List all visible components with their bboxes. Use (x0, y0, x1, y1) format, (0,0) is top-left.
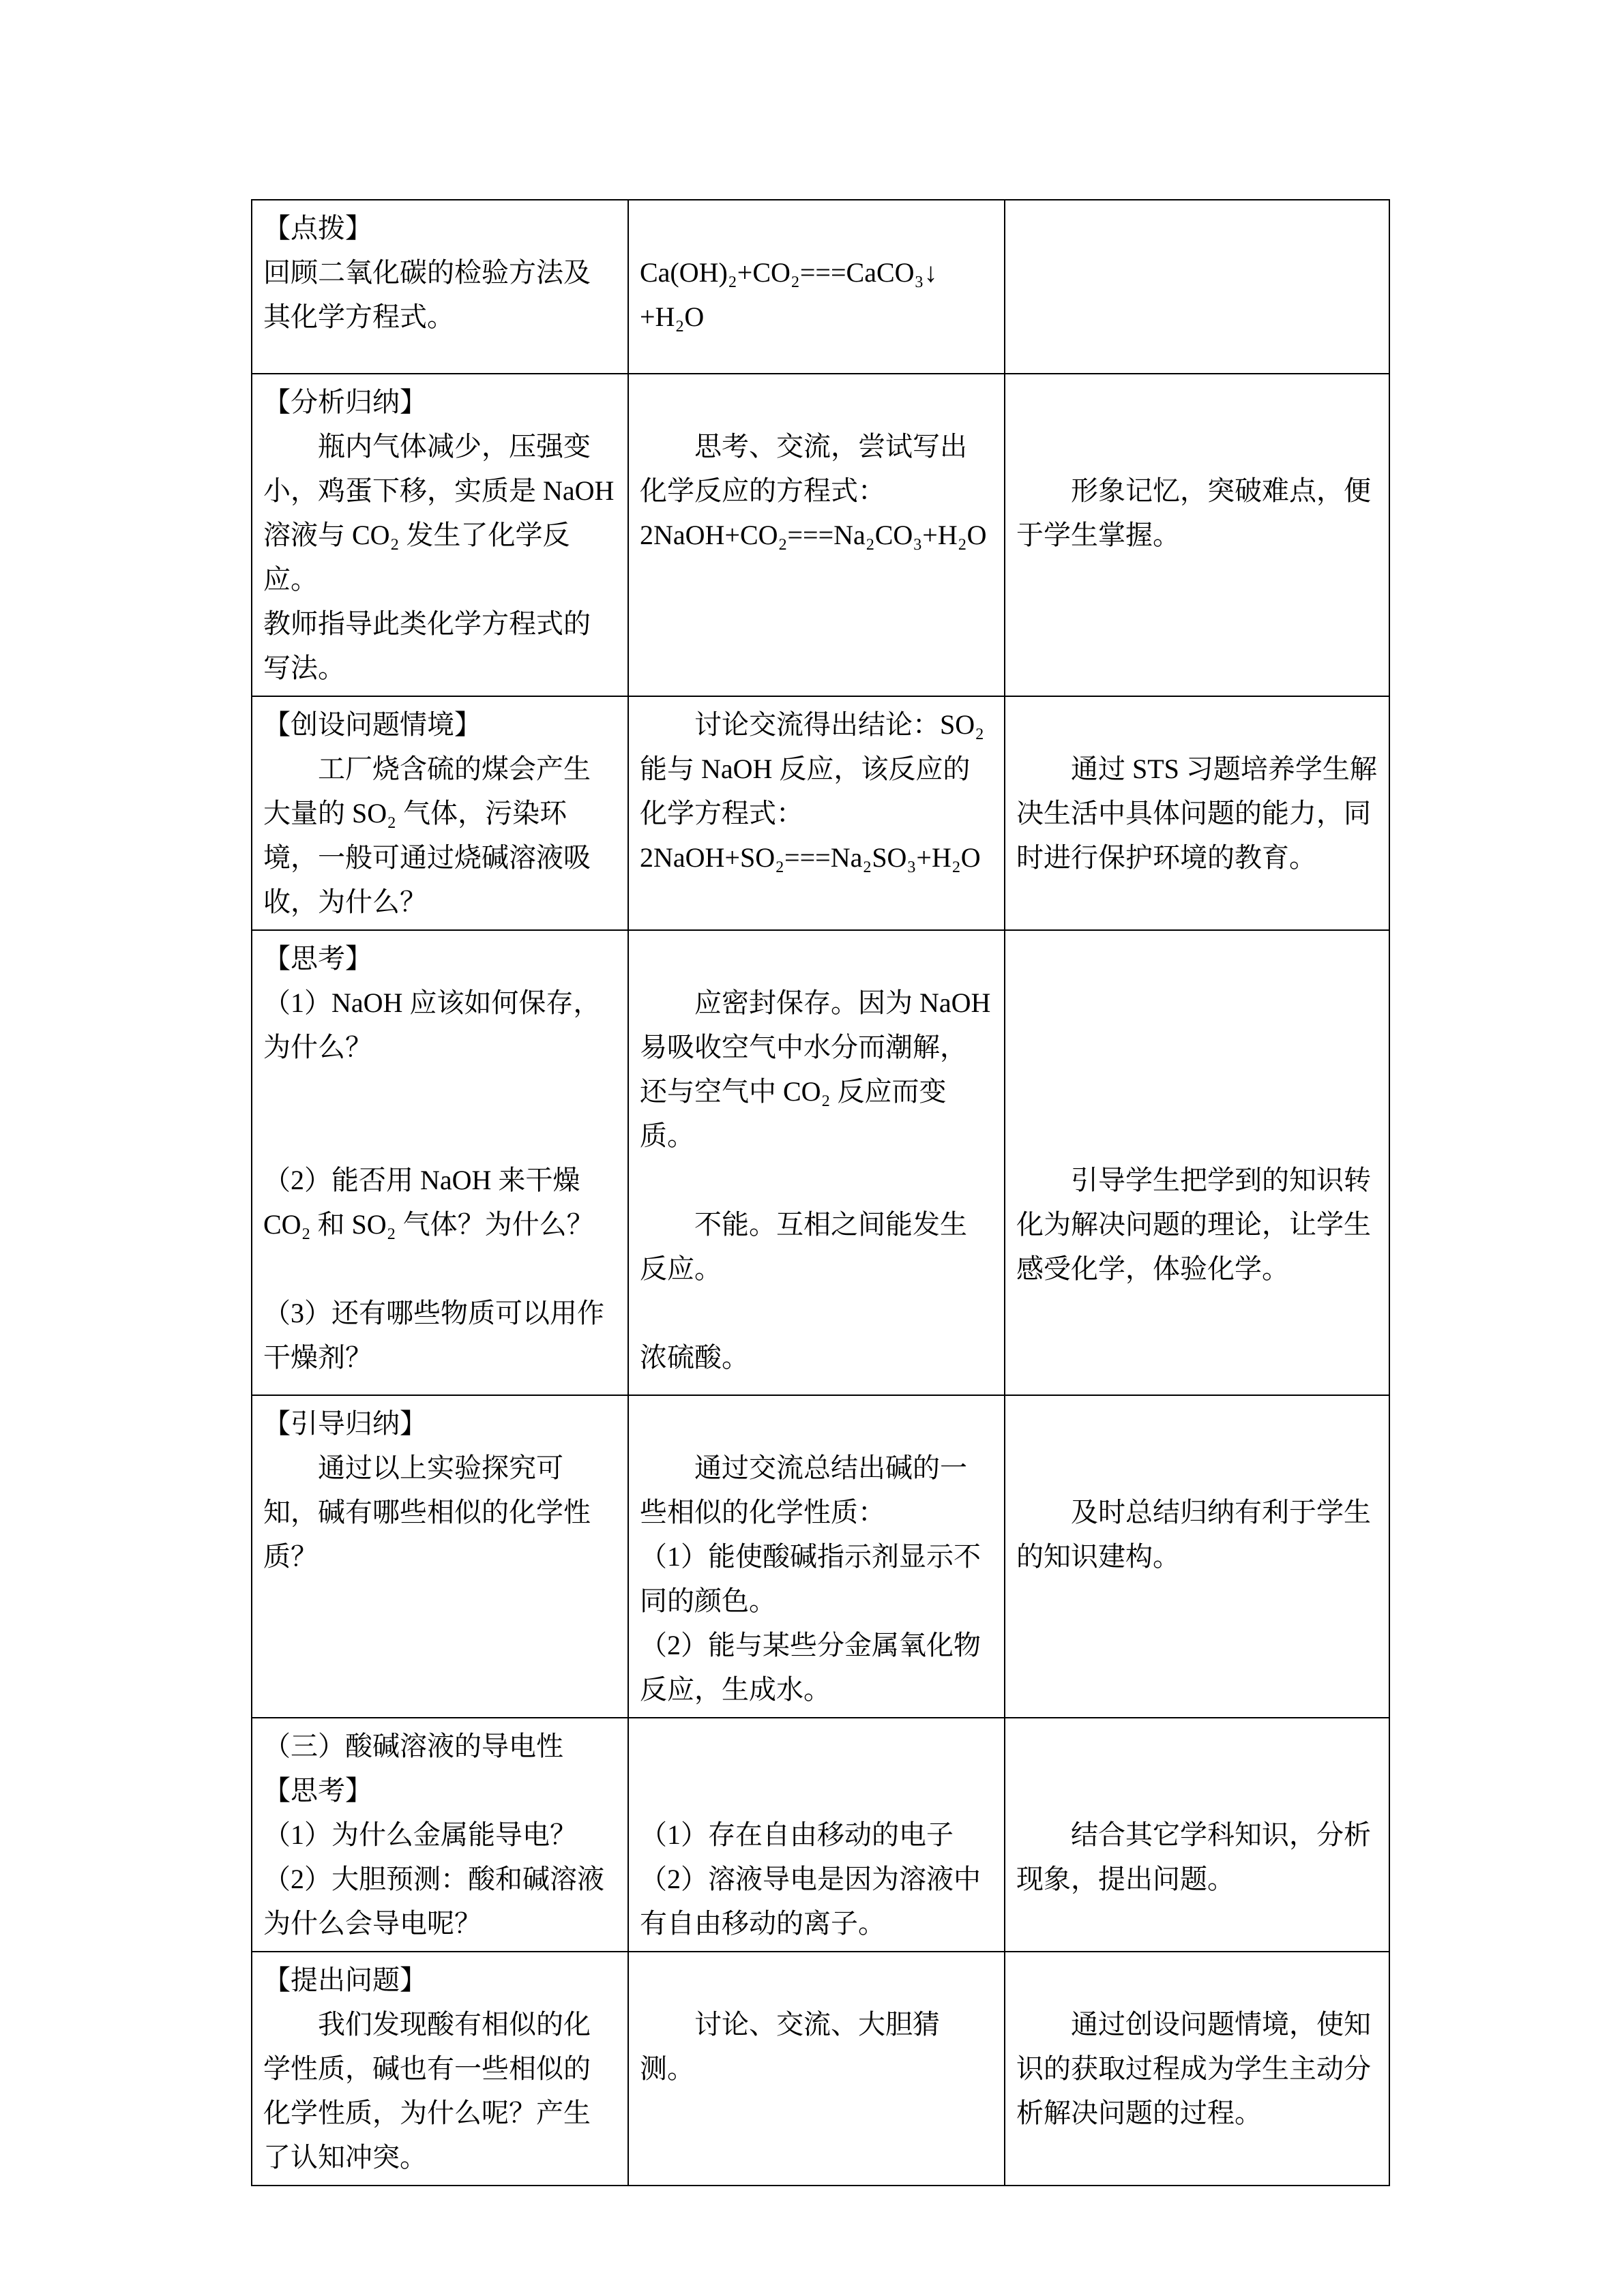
cell-design-intent (1005, 1395, 1389, 1718)
paragraph: （1）能使酸碱指示剂显示不同的颜色。 (640, 1541, 981, 1616)
paragraph: 我们发现酸有相似的化学性质，碱也有一些相似的化学性质，为什么呢？产生了认知冲突。 (263, 2009, 591, 2173)
cell-student-activity (628, 696, 1005, 930)
paragraph: 【引导归纳】 (263, 1408, 427, 1439)
blank-line (1016, 981, 1378, 1025)
paragraph: （1）为什么金属能导电？ (263, 1819, 577, 1850)
paragraph: （2）能否用 NaOH 来干燥 CO₂ 和 SO₂ 气体？为什么？ (263, 1165, 594, 1240)
cell-teacher-activity (252, 930, 628, 1395)
blank-line (1016, 1768, 1378, 1813)
cell-design-intent (1005, 930, 1389, 1395)
blank-line (640, 1401, 993, 1446)
cell-design-intent (1005, 1952, 1389, 2186)
paragraph: 通过 STS 习题培养学生解决生活中具体问题的能力，同时进行保护环境的教育。 (1016, 754, 1377, 873)
paragraph: 不能。互相之间能发生反应。 (640, 1209, 967, 1284)
paragraph: （3）还有哪些物质可以用作干燥剂？ (263, 1298, 604, 1373)
table-row (252, 1952, 1389, 2186)
blank-line (263, 1247, 617, 1291)
cell-student-activity (628, 1718, 1005, 1952)
blank-line (1016, 936, 1378, 981)
paragraph: （2）大胆预测：酸和碱溶液为什么会导电呢？ (263, 1864, 604, 1939)
paragraph: 思考、交流，尝试写出化学反应的方程式： (640, 431, 967, 506)
blank-line (640, 936, 993, 981)
paragraph: 通过创设问题情境，使知识的获取过程成为学生主动分析解决问题的过程。 (1016, 2009, 1371, 2128)
cell-teacher-activity (252, 374, 628, 696)
paragraph: （2）能与某些分金属氧化物反应，生成水。 (640, 1630, 981, 1705)
blank-line (640, 380, 993, 424)
paragraph: 【创设问题情境】 (263, 709, 482, 740)
paragraph: 应密封保存。因为 NaOH 易吸收空气中水分而潮解，还与空气中 CO₂ 反应而变质。 (640, 987, 991, 1151)
paragraph: 教师指导此类化学方程式的写法。 (263, 608, 591, 683)
table-row (252, 200, 1389, 374)
table-row (252, 1718, 1389, 1952)
blank-line (1016, 1069, 1378, 1114)
blank-line (640, 1958, 993, 2002)
blank-line (1016, 1114, 1378, 1158)
blank-line (640, 1724, 993, 1768)
table-row (252, 1395, 1389, 1718)
paragraph: 2NaOH+CO₂===Na₂CO₃+H₂O (640, 520, 987, 550)
table-row (252, 374, 1389, 696)
cell-teacher-activity (252, 1952, 628, 2186)
paragraph: +H₂O (640, 301, 705, 332)
cell-design-intent (1005, 374, 1389, 696)
lesson-plan-table (251, 199, 1390, 2186)
cell-design-intent (1005, 200, 1389, 374)
paragraph: （1）NaOH 应该如何保存，为什么？ (263, 987, 601, 1062)
blank-line (1016, 1958, 1378, 2002)
cell-student-activity (628, 1395, 1005, 1718)
cell-student-activity (628, 930, 1005, 1395)
paragraph: 工厂烧含硫的煤会产生大量的 SO₂ 气体，污染环境，一般可通过烧碱溶液吸收，为什么？ (263, 754, 591, 917)
paragraph: 讨论、交流、大胆猜测。 (640, 2009, 940, 2084)
paragraph: 【提出问题】 (263, 1965, 427, 1995)
blank-line (263, 1069, 617, 1114)
paragraph: 【思考】 (263, 1775, 372, 1806)
blank-line (1016, 1446, 1378, 1490)
table-row (252, 930, 1389, 1395)
paragraph: 结合其它学科知识，分析现象，提出问题。 (1016, 1819, 1371, 1894)
paragraph: 及时总结归纳有利于学生的知识建构。 (1016, 1497, 1371, 1572)
blank-line (1016, 380, 1378, 424)
cell-student-activity (628, 1952, 1005, 2186)
paragraph: （2）溶液导电是因为溶液中有自由移动的离子。 (640, 1864, 981, 1939)
cell-design-intent (1005, 696, 1389, 930)
blank-line (640, 206, 993, 250)
cell-teacher-activity (252, 1395, 628, 1718)
blank-line (640, 1291, 993, 1335)
paragraph: 形象记忆，突破难点，便于学生掌握。 (1016, 475, 1371, 550)
blank-line (640, 1158, 993, 1202)
paragraph: 浓硫酸。 (640, 1342, 749, 1373)
paragraph: Ca(OH)₂+CO₂===CaCO₃↓ (640, 257, 938, 288)
lesson-table-body (252, 200, 1389, 2186)
paragraph: （1）存在自由移动的电子 (640, 1819, 954, 1850)
cell-student-activity (628, 200, 1005, 374)
blank-line (640, 1768, 993, 1813)
blank-line (1016, 1724, 1378, 1768)
blank-line (1016, 1401, 1378, 1446)
paragraph: 【分析归纳】 (263, 387, 427, 417)
blank-line (1016, 702, 1378, 747)
paragraph: 通过以上实验探究可知，碱有哪些相似的化学性质？ (263, 1452, 591, 1572)
cell-design-intent (1005, 1718, 1389, 1952)
paragraph: 引导学生把学到的知识转化为解决问题的理论，让学生感受化学，体验化学。 (1016, 1165, 1371, 1284)
table-row (252, 696, 1389, 930)
blank-line (1016, 424, 1378, 468)
blank-line (263, 1114, 617, 1158)
paragraph: 2NaOH+SO₂===Na₂SO₃+H₂O (640, 842, 981, 873)
paragraph: 讨论交流得出结论：SO₂能与 NaOH 反应，该反应的化学方程式： (640, 709, 985, 829)
paragraph: 【思考】 (263, 943, 372, 974)
cell-teacher-activity (252, 1718, 628, 1952)
cell-student-activity (628, 374, 1005, 696)
blank-line (1016, 1025, 1378, 1069)
paragraph: 【点拨】 (263, 213, 372, 243)
cell-teacher-activity (252, 200, 628, 374)
cell-teacher-activity (252, 696, 628, 930)
paragraph: 回顾二氧化碳的检验方法及其化学方程式。 (263, 257, 591, 332)
paragraph: （三）酸碱溶液的导电性 (263, 1731, 563, 1761)
paragraph: 瓶内气体减少，压强变小，鸡蛋下移，实质是 NaOH 溶液与 CO₂ 发生了化学反应。 (263, 431, 615, 595)
paragraph: 通过交流总结出碱的一些相似的化学性质： (640, 1452, 967, 1527)
